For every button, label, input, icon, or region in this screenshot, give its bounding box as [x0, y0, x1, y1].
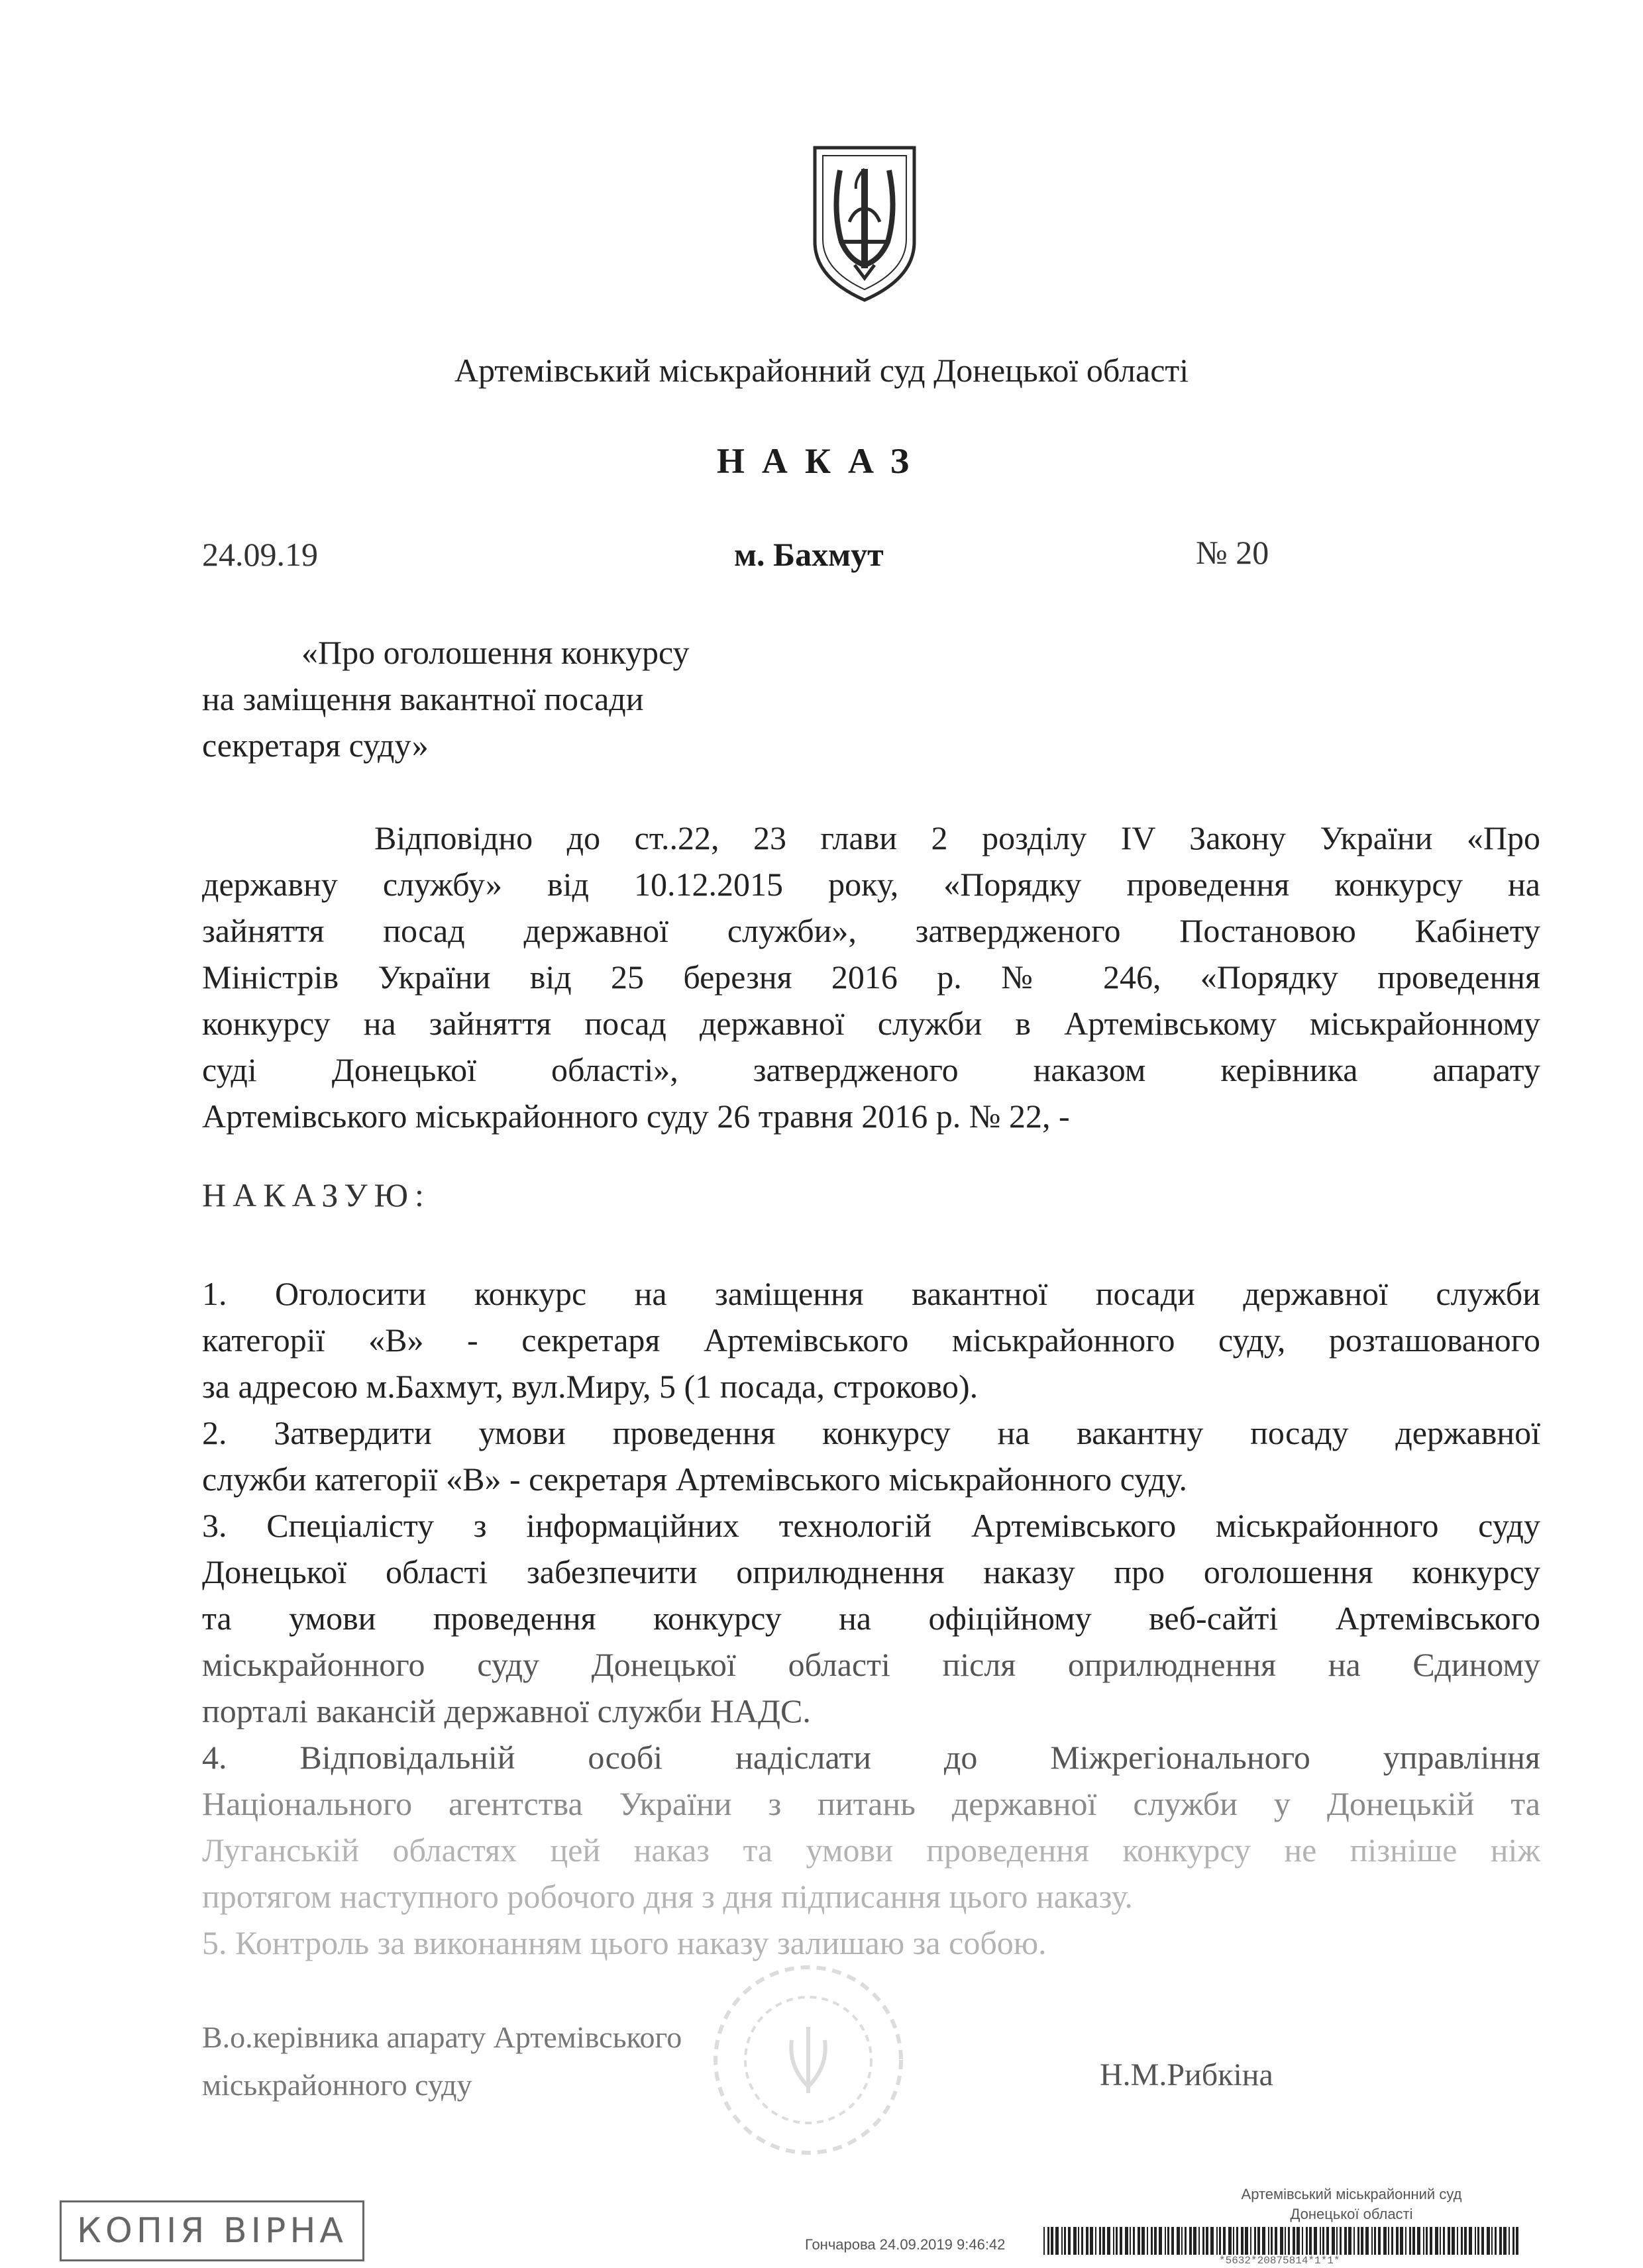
barcode-bar — [1374, 2227, 1376, 2255]
barcode-bar — [1426, 2227, 1428, 2255]
barcode-bar — [1457, 2227, 1458, 2255]
barcode-bar — [1440, 2227, 1441, 2255]
barcode-bar — [1193, 2227, 1196, 2255]
barcode-bar — [1306, 2227, 1308, 2255]
barcode-bar — [1068, 2227, 1071, 2255]
barcode-bar — [1073, 2227, 1077, 2255]
barcode-bar — [1443, 2227, 1445, 2255]
barcode-bar — [1061, 2227, 1063, 2255]
barcode-bar — [1487, 2227, 1490, 2255]
subject-line: секретаря суду» — [202, 727, 429, 764]
barcode-bar — [1206, 2227, 1208, 2255]
footer-registration-meta: Гончарова 24.09.2019 9:46:42 — [805, 2236, 1006, 2253]
barcode-bar — [1099, 2227, 1101, 2255]
barcode-bar — [1133, 2227, 1135, 2255]
barcode-bar — [1051, 2227, 1053, 2255]
barcode-bar — [1503, 2227, 1507, 2255]
barcode-bar — [1361, 2227, 1363, 2255]
copy-certified-stamp: КОПІЯ ВІРНА — [60, 2200, 364, 2261]
barcode-bar — [1262, 2227, 1265, 2255]
barcode-bar — [1512, 2227, 1514, 2255]
footer-organization — [1153, 2185, 1550, 2224]
barcode-bar — [1210, 2227, 1214, 2255]
barcode-bar — [1322, 2227, 1324, 2255]
barcode-bar — [1081, 2227, 1083, 2255]
round-seal-icon — [709, 1954, 908, 2166]
barcode-bar — [1469, 2227, 1472, 2255]
barcode-bar — [1423, 2227, 1424, 2255]
barcode-bar — [1078, 2227, 1079, 2255]
item-line: Національного агентства України з питань державної служби у Донецькій та — [202, 1785, 1540, 1822]
barcode-bar — [1257, 2227, 1260, 2255]
barcode-bar — [1043, 2227, 1045, 2255]
barcode-bar — [1405, 2227, 1406, 2255]
barcode-bar — [1365, 2227, 1369, 2255]
barcode-bar — [1353, 2227, 1355, 2255]
barcode-bar — [1271, 2227, 1273, 2255]
barcode-bar — [1378, 2227, 1381, 2255]
signature-position-line: В.о.керівника апарату Артемівського — [202, 2020, 682, 2054]
item-line: категорії «В» - секретаря Артемівського міськрайонного суду, розташованого — [202, 1321, 1540, 1359]
barcode-bar — [1095, 2227, 1096, 2255]
barcode-bar — [1216, 2227, 1218, 2255]
barcode-bar — [1417, 2227, 1420, 2255]
barcode-bar — [1090, 2227, 1093, 2255]
barcode-bar — [1181, 2227, 1183, 2255]
barcode-bar — [1344, 2227, 1347, 2255]
order-item-2 — [202, 1410, 1540, 1502]
barcode-bar — [1198, 2227, 1200, 2255]
signature-position — [202, 2014, 682, 2109]
barcode-bar — [1275, 2227, 1277, 2255]
item-line: та умови проведення конкурсу на офіційному веб-сайті Артемівського — [202, 1600, 1540, 1637]
barcode-bar — [1185, 2227, 1187, 2255]
barcode-bar — [1245, 2227, 1248, 2255]
barcode-bar — [1177, 2227, 1180, 2255]
barcode-bar — [1348, 2227, 1352, 2255]
subject-line: «Про оголошення конкурсу — [301, 634, 690, 671]
barcode-bar — [1391, 2227, 1393, 2255]
barcode-bar — [1430, 2227, 1432, 2255]
item-line: порталі вакансій державної служби НАДС. — [202, 1692, 811, 1729]
barcode-bar — [1064, 2227, 1066, 2255]
preamble-line: суді Донецької області», затвердженого наказом керівника апарату — [202, 1051, 1540, 1088]
barcode-bar — [1250, 2227, 1251, 2255]
preamble-line: зайняття посад державної служби», затвердженого Постановою Кабінету — [202, 912, 1540, 949]
barcode-bar — [1159, 2227, 1162, 2255]
barcode-bar — [1464, 2227, 1467, 2255]
order-city: м. Бахмут — [734, 536, 884, 573]
barcode-bar — [1297, 2227, 1300, 2255]
barcode-bar — [1475, 2227, 1476, 2255]
item-line: 1. Оголосити конкурс на заміщення вакантної посади державної служби — [202, 1275, 1540, 1312]
barcode-bar — [1233, 2227, 1234, 2255]
barcode-bar — [1435, 2227, 1438, 2255]
coat-of-arms-icon — [808, 142, 921, 305]
barcode-bar — [1332, 2227, 1335, 2255]
barcode-bar — [1223, 2227, 1226, 2255]
barcode-bar — [1268, 2227, 1269, 2255]
barcode-bar — [1495, 2227, 1497, 2255]
barcode-bar — [1383, 2227, 1387, 2255]
barcode-bar — [1396, 2227, 1399, 2255]
barcode-bar — [1288, 2227, 1290, 2255]
item-line: 5. Контроль за виконанням цього наказу залишаю за собою. — [202, 1924, 1047, 1961]
barcode-bar — [1302, 2227, 1303, 2255]
barcode-bar — [1340, 2227, 1342, 2255]
signature-position-line: міськрайонного суду — [202, 2068, 472, 2102]
barcode-bar — [1151, 2227, 1153, 2255]
signer-name: Н.М.Рибкіна — [1100, 2057, 1273, 2092]
item-line: Донецької області забезпечити оприлюднення наказу про оголошення конкурсу — [202, 1553, 1540, 1590]
footer-org-line: Донецької області — [1290, 2206, 1413, 2222]
barcode-bar — [1309, 2227, 1312, 2255]
barcode-bar — [1371, 2227, 1373, 2255]
barcode-bar — [1409, 2227, 1411, 2255]
barcode-bar — [1461, 2227, 1463, 2255]
barcode-bar — [1499, 2227, 1502, 2255]
item-line: Луганській областях цей наказ та умови проведення конкурсу не пізніше ніж — [202, 1831, 1540, 1869]
barcode-bar — [1107, 2227, 1110, 2255]
barcode-bar — [1055, 2227, 1059, 2255]
barcode-bar — [1120, 2227, 1122, 2255]
barcode-bar — [1147, 2227, 1148, 2255]
barcode-bar — [1509, 2227, 1510, 2255]
preamble — [202, 815, 1540, 1139]
item-line: протягом наступного робочого дня з дня підписання цього наказу. — [202, 1878, 1133, 1915]
barcode-bar — [1293, 2227, 1295, 2255]
order-item-1 — [202, 1270, 1540, 1410]
preamble-line: Артемівського міськрайонного суду 26 травня 2016 р. № 22, - — [202, 1098, 1070, 1135]
barcode-bar — [1516, 2227, 1518, 2255]
barcode-bar — [1116, 2227, 1118, 2255]
barcode-bar — [1165, 2227, 1166, 2255]
preamble-line: Міністрів України від 25 березня 2016 р. № 246, «Порядку проведення — [202, 958, 1540, 996]
barcode-bar — [1452, 2227, 1455, 2255]
barcode-bar — [1189, 2227, 1192, 2255]
barcode-bar — [1336, 2227, 1338, 2255]
barcode-bar — [1236, 2227, 1238, 2255]
barcode-bar — [1285, 2227, 1286, 2255]
barcode-bar — [1154, 2227, 1157, 2255]
barcode-bar — [1254, 2227, 1256, 2255]
barcode-bar — [1477, 2227, 1479, 2255]
barcode-bar — [1171, 2227, 1174, 2255]
barcode-bar — [1167, 2227, 1169, 2255]
organization-name: Артемівський міськрайонний суд Донецької області — [454, 352, 1189, 389]
barcode-bar — [1481, 2227, 1484, 2255]
item-line: служби категорії «В» - секретаря Артемівського міськрайонного суду. — [202, 1461, 1187, 1498]
barcode-bar — [1202, 2227, 1204, 2255]
preamble-line: конкурсу на зайняття посад державної служби в Артемівському міськрайонному — [202, 1005, 1540, 1042]
item-line: за адресою м.Бахмут, вул.Миру, 5 (1 посада, строково). — [202, 1368, 979, 1405]
barcode-bar — [1280, 2227, 1283, 2255]
barcode-bar — [1228, 2227, 1232, 2255]
barcode-bar — [1125, 2227, 1128, 2255]
barcode-bar — [1047, 2227, 1049, 2255]
barcode-number: *5632*20875814*1*1* — [1219, 2255, 1340, 2267]
preamble-line: Відповідно до ст..22, 23 глави 2 розділу IV Закону України «Про — [374, 819, 1540, 856]
barcode-bar — [1448, 2227, 1450, 2255]
barcode-bar — [1357, 2227, 1359, 2255]
item-line: 4. Відповідальній особі надіслати до Міжрегіонального управління — [202, 1739, 1540, 1776]
order-subject — [202, 629, 690, 768]
order-item-3 — [202, 1502, 1540, 1734]
barcode-bar — [1412, 2227, 1415, 2255]
item-line: 3. Спеціалісту з інформаційних технологій Артемівського міськрайонного суду — [202, 1507, 1540, 1544]
barcode-bar — [1314, 2227, 1317, 2255]
barcode-bar — [1326, 2227, 1329, 2255]
barcode-bar — [1138, 2227, 1140, 2255]
preamble-line: державну службу» від 10.12.2015 року, «Порядку проведення конкурсу на — [202, 866, 1540, 903]
item-line: міськрайонного суду Донецької області після оприлюднення на Єдиному — [202, 1646, 1540, 1683]
document-title: НАКАЗ — [716, 441, 927, 481]
barcode-bar — [1388, 2227, 1389, 2255]
order-date: 24.09.19 — [202, 536, 318, 573]
order-item-4 — [202, 1734, 1540, 1920]
barcode-icon — [1043, 2227, 1520, 2255]
item-line: 2. Затвердити умови проведення конкурсу на вакантну посаду державної — [202, 1414, 1540, 1451]
subject-line: на заміщення вакантної посади — [202, 680, 644, 717]
barcode-bar — [1130, 2227, 1131, 2255]
ordering-word: НАКАЗУЮ: — [202, 1176, 431, 1213]
barcode-bar — [1400, 2227, 1403, 2255]
order-number: № 20 — [1196, 534, 1269, 571]
barcode-bar — [1320, 2227, 1321, 2255]
barcode-bar — [1491, 2227, 1493, 2255]
barcode-bar — [1113, 2227, 1114, 2255]
barcode-bar — [1141, 2227, 1145, 2255]
footer-org-line: Артемівський міськрайонний суд — [1241, 2186, 1462, 2202]
barcode-bar — [1102, 2227, 1105, 2255]
barcode-bar — [1219, 2227, 1221, 2255]
barcode-bar — [1086, 2227, 1088, 2255]
barcode-bar — [1241, 2227, 1244, 2255]
